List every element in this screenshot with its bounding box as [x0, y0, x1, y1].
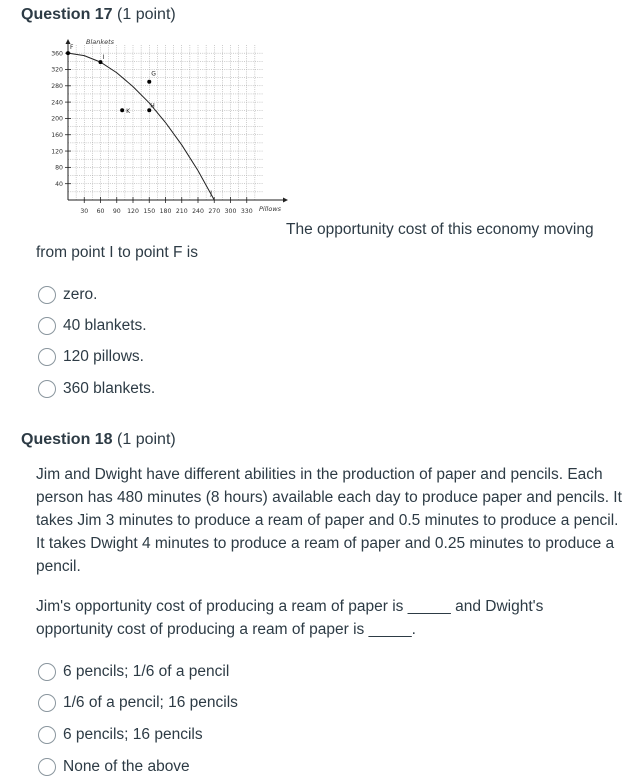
y-tick-label: 120	[51, 148, 63, 156]
q17-option-2[interactable]	[38, 315, 147, 337]
y-tick-label: 80	[55, 164, 63, 172]
q18-prompt-line: pencil.	[36, 558, 81, 575]
option-label: None of the above	[63, 758, 190, 775]
question-title-text: Question 17	[21, 6, 113, 23]
radio-button[interactable]	[38, 317, 56, 335]
option-label: 1/6 of a pencil; 16 pencils	[63, 694, 238, 711]
y-tick-label: 360	[51, 50, 63, 58]
x-tick-label: 240	[192, 208, 204, 215]
radio-button[interactable]	[38, 726, 56, 744]
q17-option-4[interactable]	[38, 378, 155, 400]
q17-option-3[interactable]	[38, 346, 144, 368]
point-label-i: I	[102, 54, 105, 62]
point-label-g: G	[151, 70, 156, 78]
question-18-title	[21, 431, 176, 449]
option-label: 6 pencils; 1/6 of a pencil	[63, 663, 230, 680]
y-axis-label: Blankets	[86, 38, 115, 46]
q18-option-2[interactable]	[38, 692, 238, 714]
x-tick-label: 30	[80, 208, 89, 215]
y-tick-label: 320	[51, 66, 63, 74]
q17-option-1[interactable]	[38, 284, 97, 306]
radio-button[interactable]	[38, 380, 56, 398]
x-axis-label: Pillows	[259, 205, 282, 213]
radio-button[interactable]	[38, 694, 56, 712]
radio-button[interactable]	[38, 758, 56, 776]
point-f	[66, 51, 70, 55]
q18-prompt-line: person has 480 minutes (8 hours) available each day to produce paper and pencils. It	[36, 489, 622, 506]
point-label-h: H	[150, 102, 155, 110]
q18-option-4[interactable]	[38, 756, 190, 778]
point-g	[147, 80, 151, 84]
y-tick-label: 160	[51, 131, 63, 139]
y-tick-label: 280	[51, 82, 63, 90]
x-axis-arrow	[283, 198, 288, 203]
option-label: zero.	[63, 286, 98, 303]
q18-option-1[interactable]	[38, 661, 229, 683]
y-tick-label: 40	[55, 180, 63, 188]
x-tick-label: 330	[240, 208, 253, 215]
x-tick-label: 120	[127, 208, 139, 215]
question-points: (1 point)	[117, 6, 176, 23]
question-points: (1 point)	[117, 431, 176, 448]
x-tick-label: 180	[159, 208, 172, 215]
question-title-text: Question 18	[21, 431, 113, 448]
x-tick-label: 90	[112, 208, 121, 215]
q18-question-line: Jim's opportunity cost of producing a ream of paper is _____ and Dwight's	[36, 598, 544, 615]
x-tick-label: 60	[96, 208, 105, 215]
ppf-chart	[35, 30, 305, 230]
q18-question	[36, 595, 543, 641]
x-tick-label: 300	[224, 208, 237, 215]
chart-points	[66, 44, 212, 197]
point-k	[120, 108, 124, 112]
question-17-title	[21, 6, 176, 24]
radio-button[interactable]	[38, 286, 56, 304]
radio-button[interactable]	[38, 348, 56, 366]
option-label: 120 pillows.	[63, 348, 144, 365]
q18-prompt-line: It takes Dwight 4 minutes to produce a ream of paper and 0.25 minutes to produce a	[36, 535, 615, 552]
x-tick-label: 210	[175, 208, 188, 215]
x-tick-label: 270	[208, 208, 221, 215]
point-label-k: K	[126, 107, 131, 115]
q17-prompt-line1: The opportunity cost of this economy moving	[286, 221, 594, 238]
q18-question-line: opportunity cost of producing a ream of paper is _____.	[36, 621, 416, 638]
q18-prompt-line: takes Jim 3 minutes to produce a ream of paper and 0.5 minutes to produce a pencil.	[36, 512, 619, 529]
radio-button[interactable]	[38, 663, 56, 681]
point-label-f: F	[70, 44, 74, 52]
x-tick-label: 150	[143, 208, 156, 215]
option-label: 6 pencils; 16 pencils	[63, 726, 203, 743]
option-label: 40 blankets.	[63, 317, 147, 334]
option-label: 360 blankets.	[63, 380, 156, 397]
q18-option-3[interactable]	[38, 724, 203, 746]
point-label-j: J	[210, 190, 213, 197]
q18-prompt-line: Jim and Dwight have different abilities in the production of paper and pencils. Each	[36, 466, 603, 483]
q18-prompt	[36, 463, 622, 578]
q17-prompt-line2: from point I to point F is	[36, 244, 198, 261]
y-tick-label: 240	[51, 99, 63, 107]
y-tick-label: 200	[51, 115, 63, 123]
